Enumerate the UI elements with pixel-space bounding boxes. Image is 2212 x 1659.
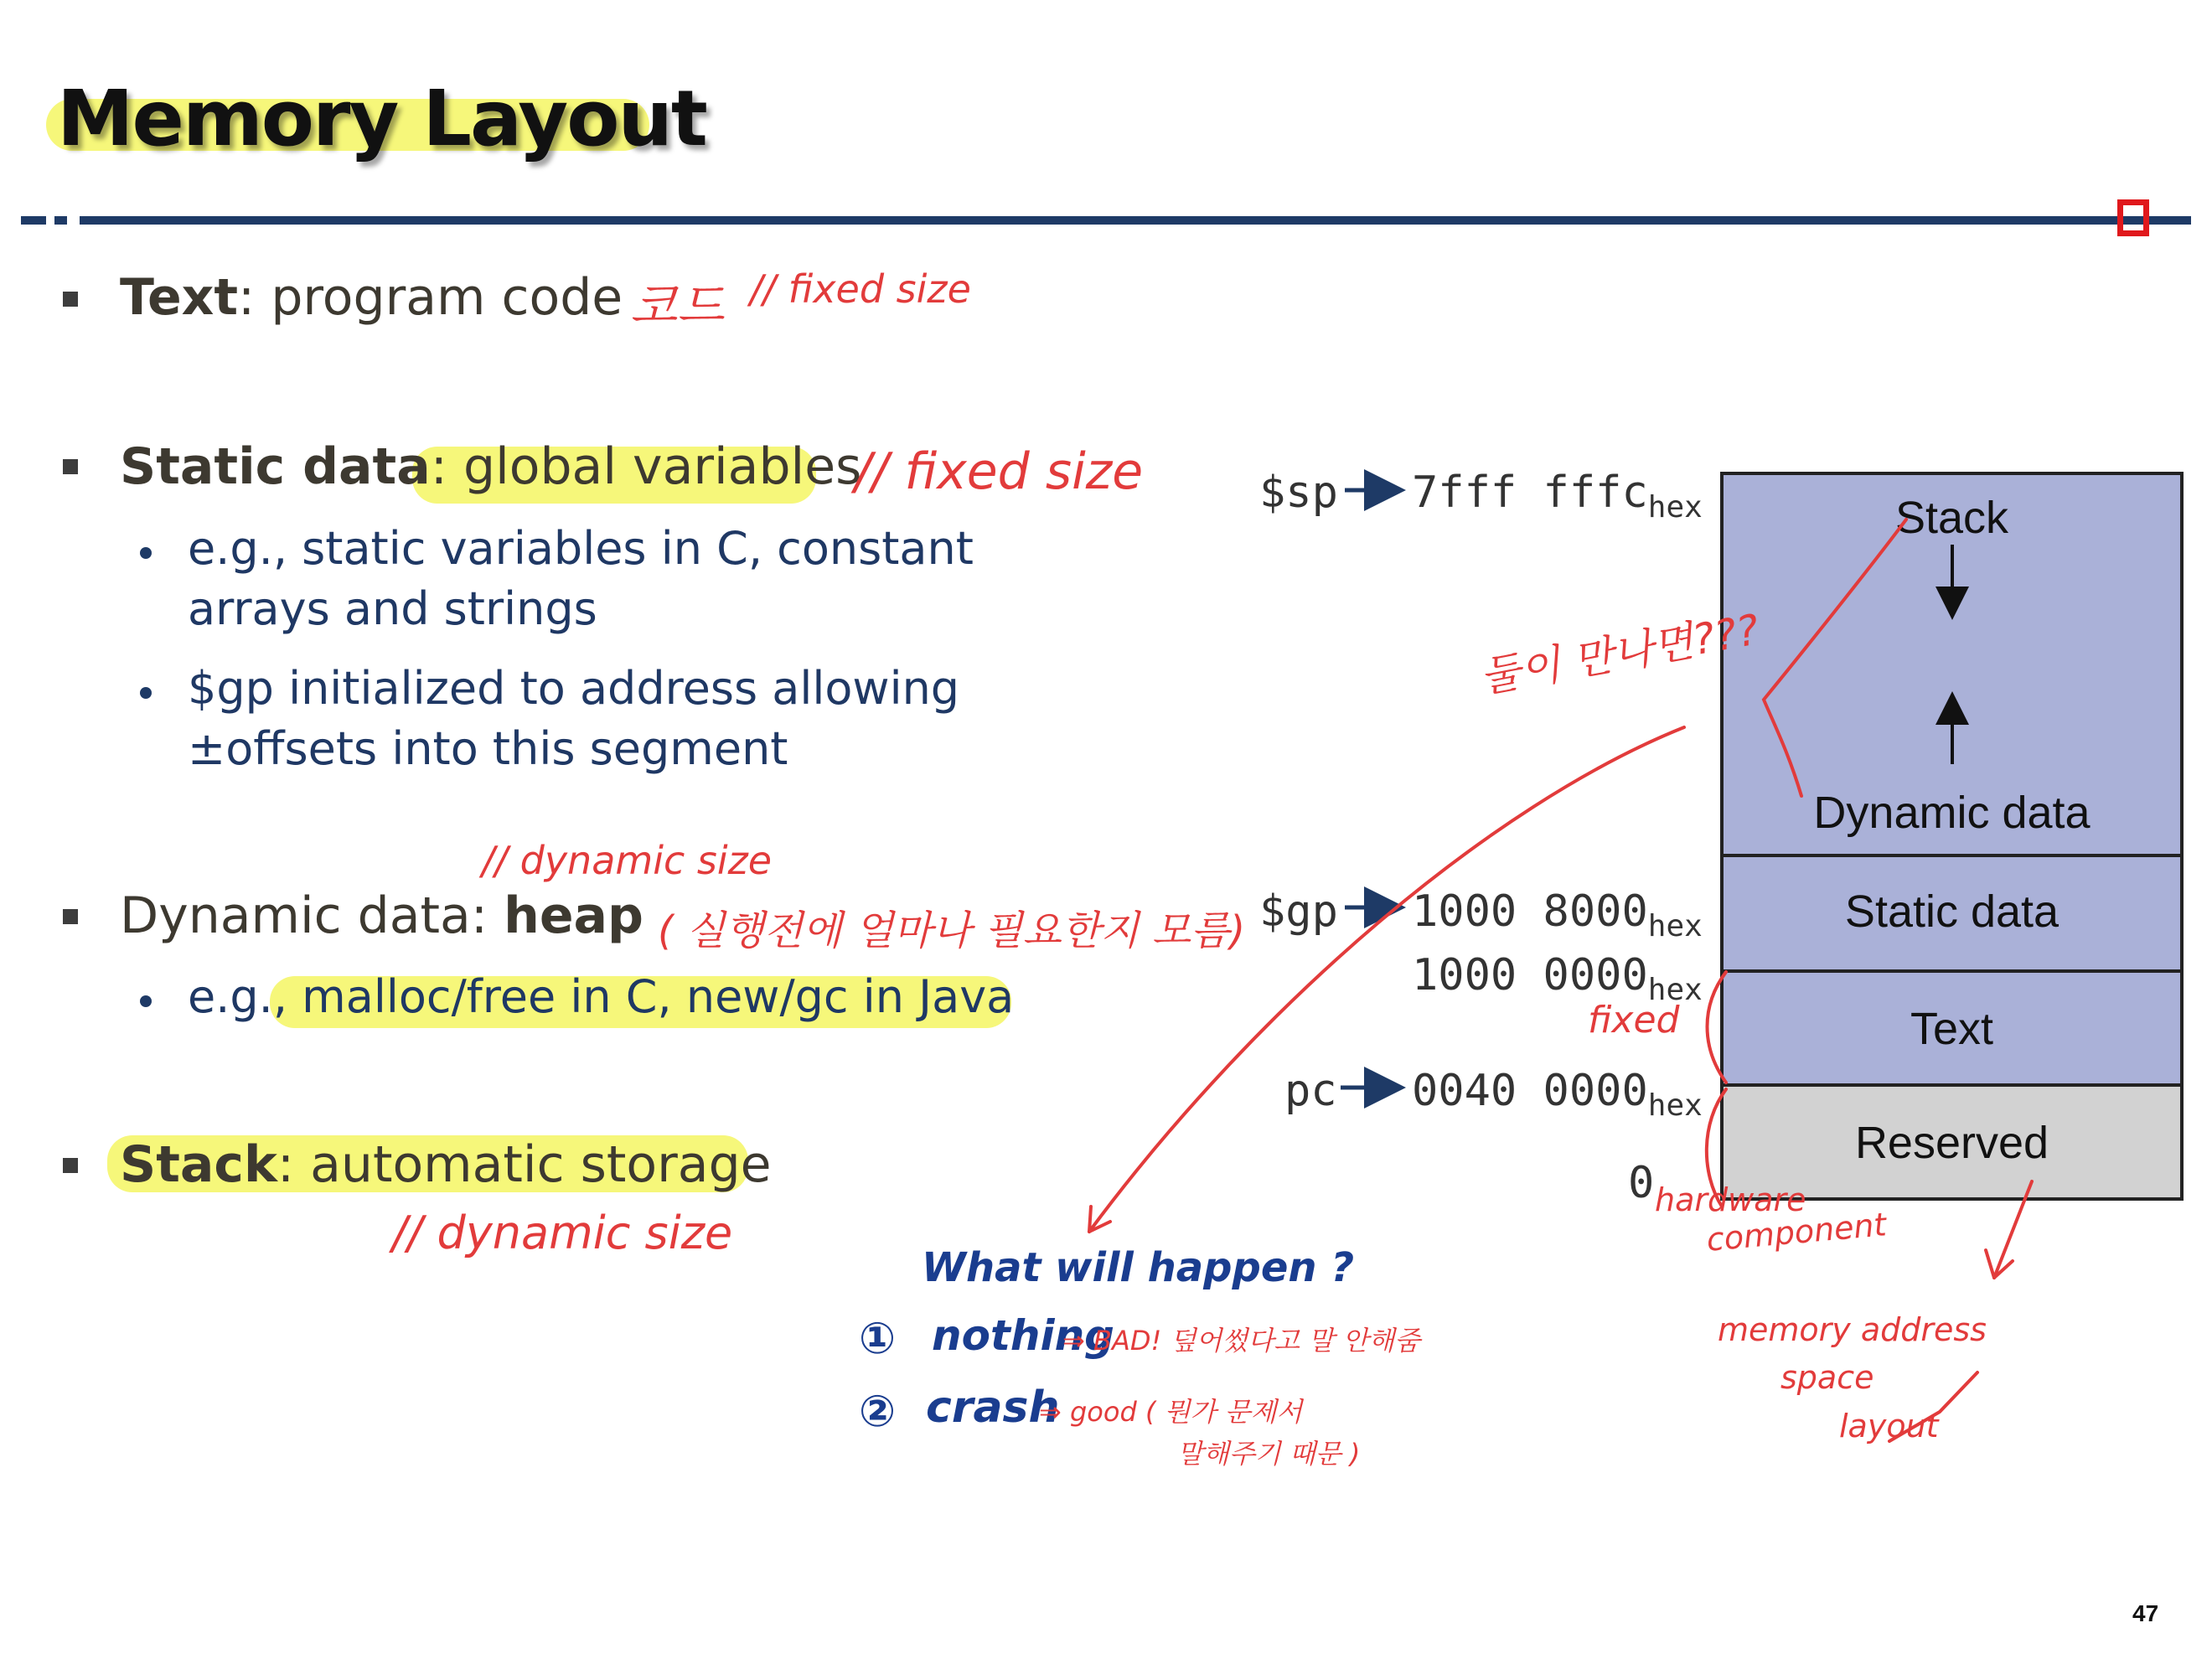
sub-bullet-text: e.g., static variables in C, constant: [188, 522, 974, 575]
segment-label: Reserved: [1854, 1118, 2049, 1168]
bracket-stack-heap: [1764, 519, 1906, 796]
bracket-text: [1708, 972, 1727, 1083]
annotation-fixed: fixed: [1588, 999, 1680, 1041]
annotation-hardware: hardware: [1655, 1181, 1806, 1218]
register-gp: $gp: [1259, 886, 1338, 937]
bullet-desc: Dynamic data:: [120, 886, 504, 945]
option-crash-note: 말해주기 때문 ): [1177, 1438, 1361, 1470]
option-nothing-note: ⇒ BAD! 덮어썼다고 말 안해줌: [1062, 1325, 1421, 1357]
bullet-term: Stack: [120, 1135, 277, 1194]
arrow-to-memory-address: [1994, 1181, 2032, 1278]
option-number: ①: [859, 1314, 897, 1364]
arrow-to-question: [1089, 727, 1684, 1232]
annotation-question: What will happen ?: [922, 1244, 1355, 1291]
segment-label-stack: Stack: [1894, 493, 2009, 543]
option-crash-note: ⇒ good ( 뭔가 문제서: [1039, 1396, 1303, 1428]
sub-bullet-text: ±offsets into this segment: [188, 722, 788, 775]
annotation-dynamic-size: // dynamic size: [392, 1207, 733, 1259]
option-nothing: nothing: [932, 1311, 1114, 1360]
bullet-term: Text: [120, 268, 239, 327]
annotation-heap-note: ( 실행전에 얼마나 필요한지 모름): [658, 907, 1246, 954]
bullet-term: heap: [504, 886, 643, 945]
sub-bullet-text: arrays and strings: [188, 582, 597, 635]
bullet-sep: :: [430, 437, 463, 496]
option-number: ②: [859, 1387, 897, 1437]
annotation-memory-address: memory address: [1718, 1311, 1987, 1348]
page-number: 47: [2132, 1600, 2159, 1626]
option-crash: crash: [926, 1382, 1060, 1433]
segment-label-dynamic: Dynamic data: [1813, 788, 2091, 838]
bullet-desc: : program code: [238, 268, 623, 327]
page-title: Memory Layout: [57, 74, 706, 163]
segment-label: Static data: [1844, 886, 2060, 937]
annotation-code-kr: 코드: [630, 277, 725, 334]
address-zero: 0: [1628, 1158, 1655, 1208]
address-sp: 7fff fffc$_{hex}$: [1412, 468, 1703, 525]
bullet-term: Static data: [120, 437, 431, 496]
sub-bullet-text: $gp initialized to address allowing: [188, 662, 960, 715]
annotation-layout: layout: [1839, 1408, 1939, 1445]
annotation-space: space: [1780, 1359, 1874, 1396]
bullet-desc: : automatic storage: [276, 1135, 772, 1194]
annotation-component: component: [1705, 1206, 1889, 1258]
annotation-fixed-size: // fixed size: [855, 442, 1144, 501]
register-sp: $sp: [1259, 468, 1338, 518]
segment-label: Text: [1910, 1004, 1994, 1054]
annotation-fixed-size: // fixed size: [750, 266, 971, 312]
annotation-collide: 둘이 만나면???: [1476, 605, 1763, 702]
address-gp: 1000 $8000_{hex}$: [1412, 886, 1703, 943]
register-pc: pc: [1284, 1066, 1337, 1116]
bullet-desc: global variables: [463, 437, 862, 496]
sub-bullet-text: e.g., malloc/free in C, new/gc in Java: [188, 970, 1015, 1023]
address-pc: 0040 $0000_{hex}$: [1412, 1066, 1703, 1123]
address-data-base: 1000 $0000_{hex}$: [1412, 950, 1703, 1007]
annotation-dynamic-size: // dynamic size: [482, 838, 773, 883]
